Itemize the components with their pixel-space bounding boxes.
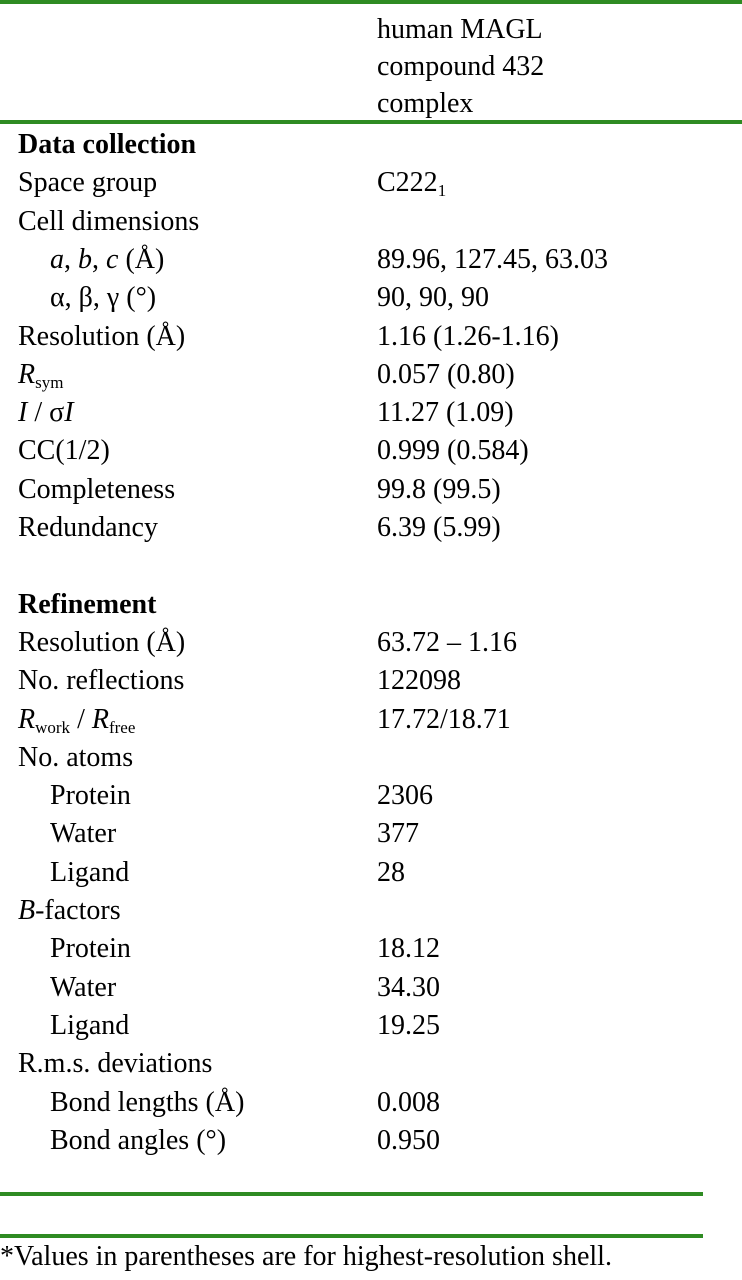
row-value-subscript: 1 bbox=[437, 181, 447, 201]
row-value: 19.25 bbox=[377, 1009, 440, 1041]
row-value: 89.96, 127.45, 63.03 bbox=[377, 243, 608, 275]
row-value: 1.16 (1.26-1.16) bbox=[377, 320, 559, 352]
row-label: $R_{work} / R_{free}$ bbox=[18, 703, 136, 737]
row-value: 0.999 (0.584) bbox=[377, 435, 529, 467]
row-value: 63.72 – 1.16 bbox=[377, 626, 517, 658]
row-value bbox=[377, 164, 446, 202]
row-value: 0.950 bbox=[377, 1124, 440, 1156]
row-value: 2306 bbox=[377, 780, 433, 812]
row-label: R.m.s. deviations bbox=[18, 1048, 213, 1080]
row-label: Water bbox=[50, 971, 117, 1003]
row-value: 99.8 (99.5) bbox=[377, 473, 501, 505]
row-value: 122098 bbox=[377, 665, 461, 697]
row-label: a, b, c (Å) bbox=[50, 243, 165, 275]
column-header-line: complex bbox=[377, 88, 474, 119]
row-value: 28 bbox=[377, 856, 405, 888]
row-label: Protein bbox=[50, 933, 131, 965]
row-label: Bond angles (°) bbox=[50, 1124, 227, 1156]
row-value: 0.057 (0.80) bbox=[377, 358, 515, 390]
row-label: No. reflections bbox=[18, 665, 185, 697]
row-label: Space group bbox=[18, 167, 158, 199]
section-title: Refinement bbox=[18, 588, 157, 620]
column-header-line: compound 432 bbox=[377, 51, 545, 82]
row-label: B-factors bbox=[18, 895, 121, 926]
row-value: 0.008 bbox=[377, 1086, 440, 1118]
row-label: Ligand bbox=[50, 1009, 130, 1041]
row-value: 90, 90, 90 bbox=[377, 282, 489, 314]
row-label: Cell dimensions bbox=[18, 205, 200, 237]
footnote: *Values in parentheses are for highest-resolution shell. bbox=[0, 1241, 612, 1272]
row-value-main: C222 bbox=[377, 167, 438, 199]
row-value: 11.27 (1.09) bbox=[377, 397, 514, 429]
row-label: No. atoms bbox=[18, 741, 134, 773]
section-title: Data collection bbox=[18, 129, 197, 160]
bottom-rule bbox=[0, 1192, 703, 1196]
top-rule bbox=[0, 0, 742, 4]
row-label: CC(1/2) bbox=[18, 435, 110, 467]
row-label: α, β, γ (°) bbox=[50, 282, 157, 314]
row-label: I / σI bbox=[18, 397, 74, 429]
row-label: Protein bbox=[50, 780, 131, 812]
row-label: $R_{sym}$ bbox=[18, 358, 64, 392]
row-label: Resolution (Å) bbox=[18, 626, 186, 658]
row-value: 18.12 bbox=[377, 933, 440, 965]
row-label: Ligand bbox=[50, 856, 130, 888]
row-value: 377 bbox=[377, 818, 419, 850]
row-label: Water bbox=[50, 818, 117, 850]
row-label: Completeness bbox=[18, 473, 176, 505]
header-rule bbox=[0, 120, 742, 124]
row-value: 17.72/18.71 bbox=[377, 703, 511, 735]
row-label: Bond lengths (Å) bbox=[50, 1086, 245, 1118]
row-value: 34.30 bbox=[377, 971, 440, 1003]
column-header-line: human MAGL bbox=[377, 14, 543, 45]
row-label: Resolution (Å) bbox=[18, 320, 186, 352]
row-value: 6.39 (5.99) bbox=[377, 512, 501, 543]
row-label: Redundancy bbox=[18, 512, 158, 543]
